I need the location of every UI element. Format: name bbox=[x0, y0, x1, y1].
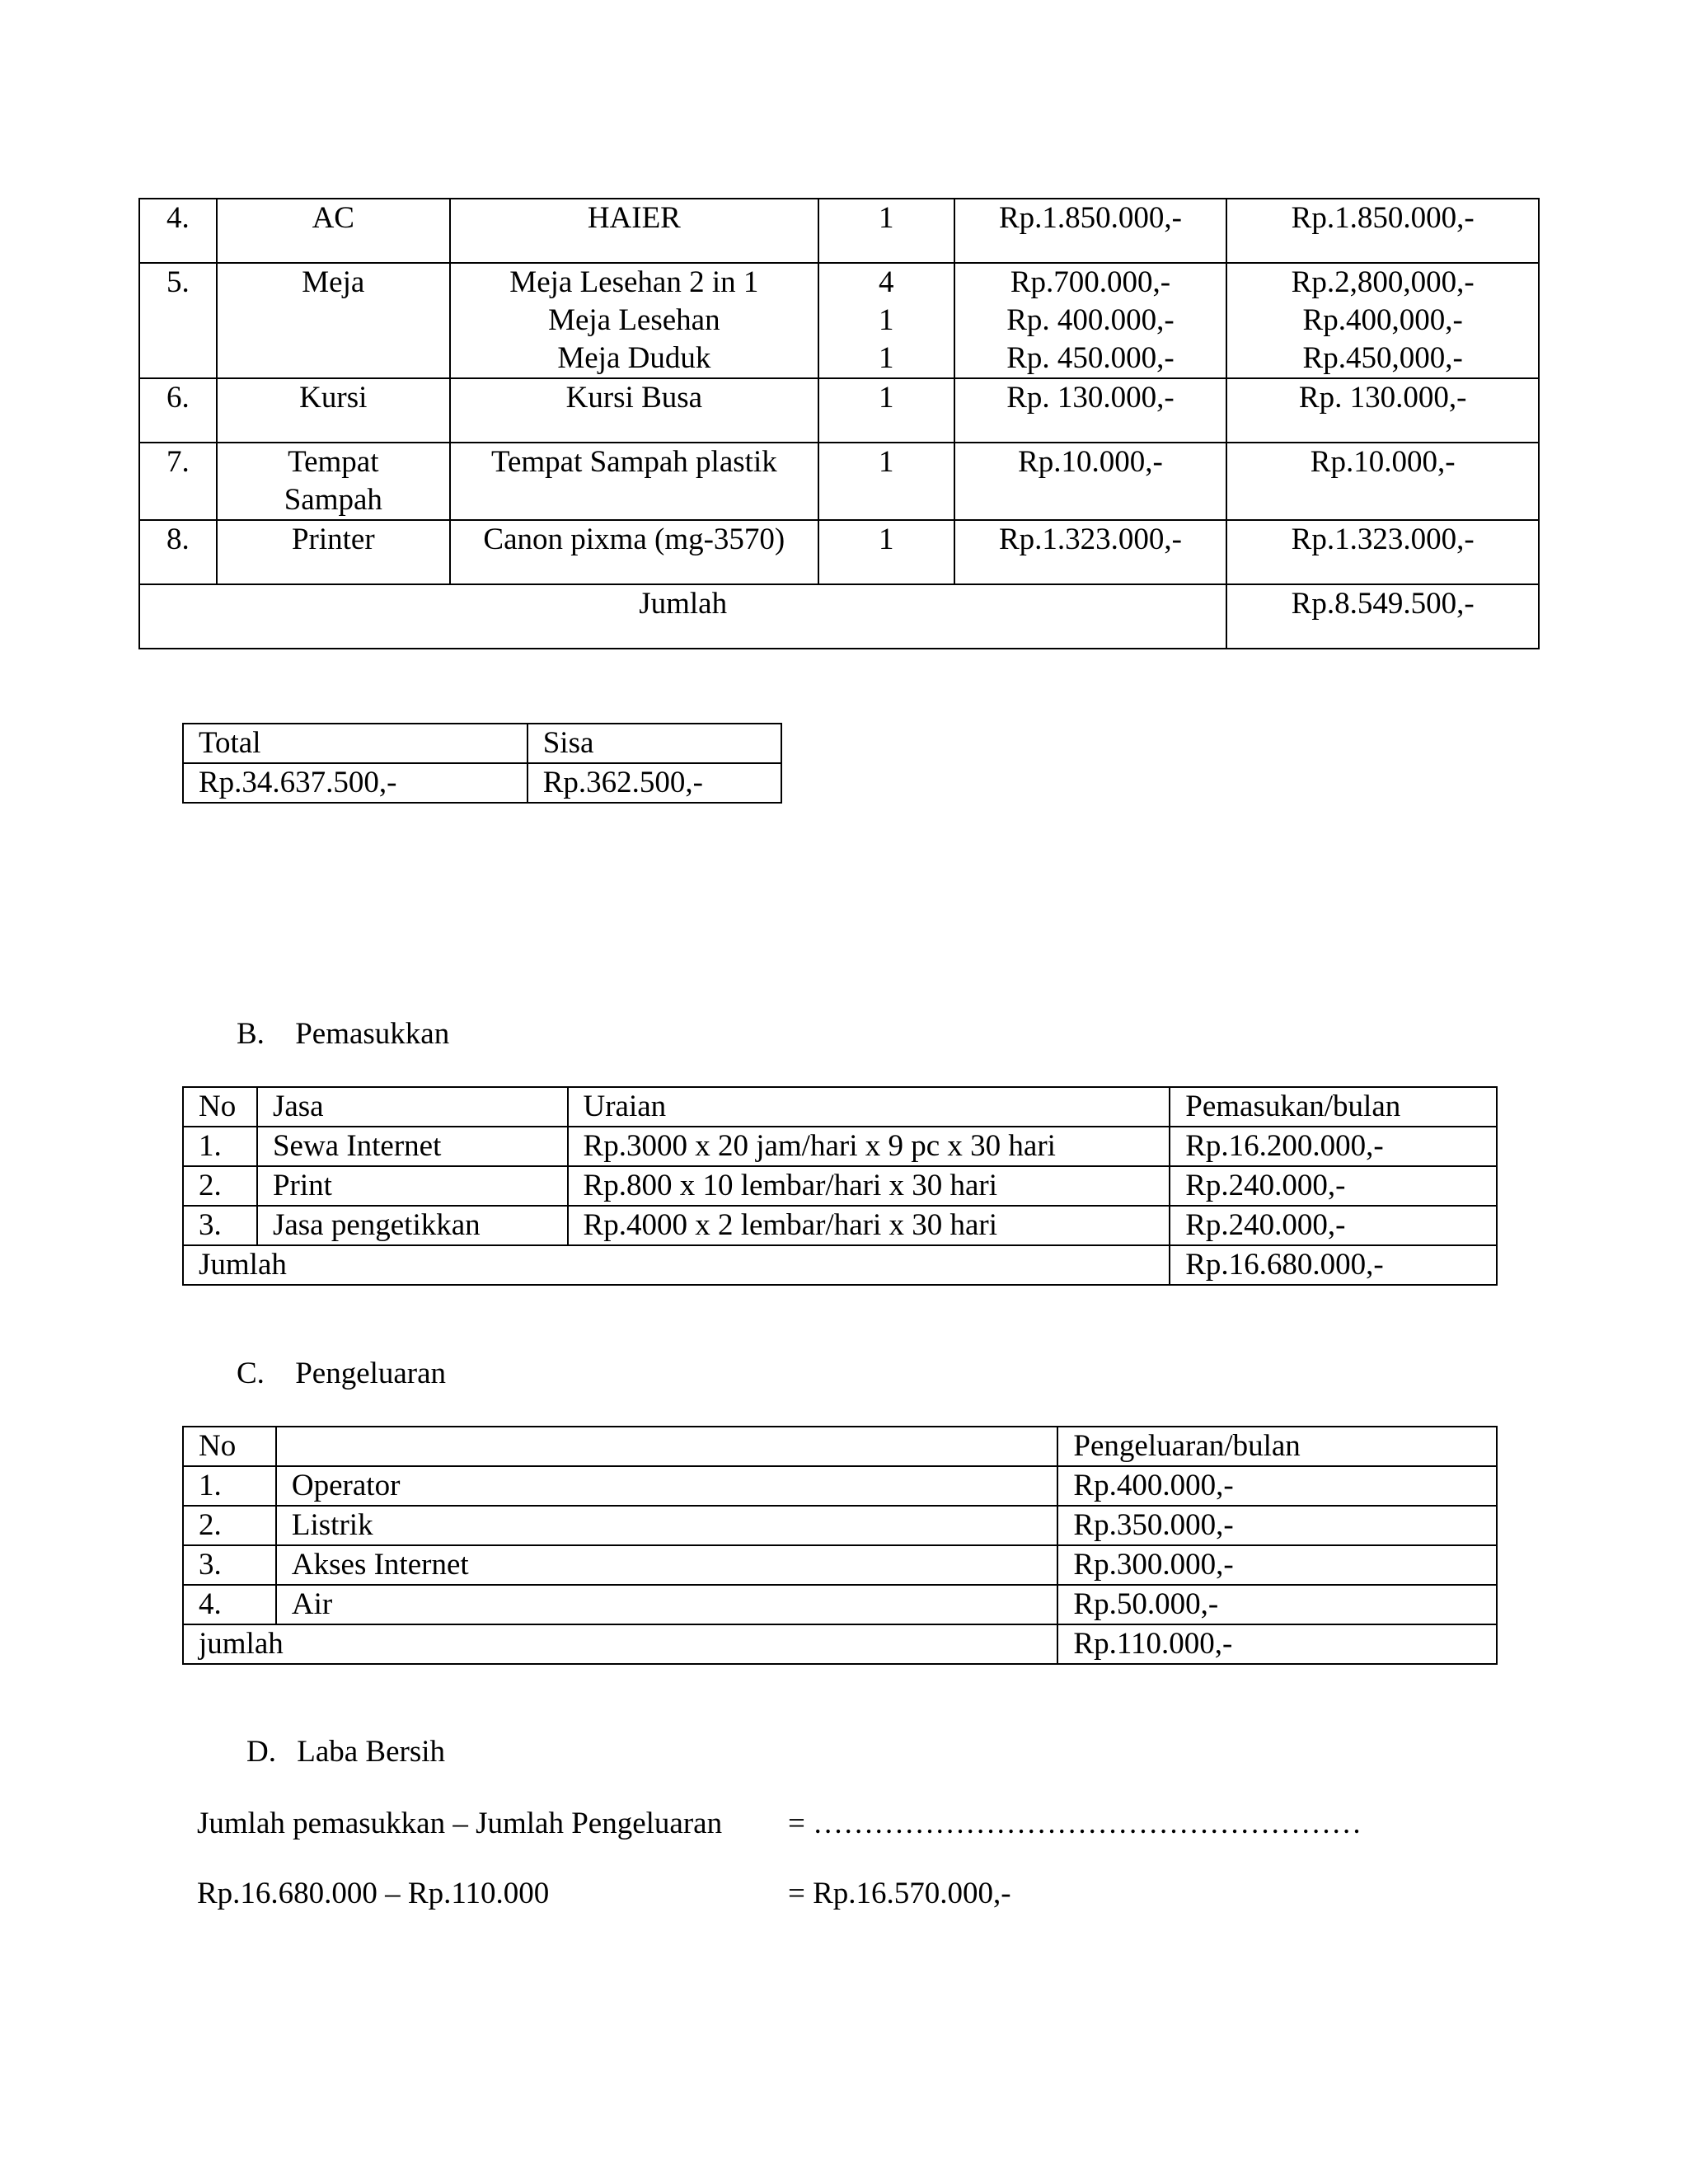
item-qty bbox=[818, 263, 954, 378]
summary-value-row bbox=[183, 763, 781, 803]
laba-formula-left: Jumlah pemasukkan – Jumlah Pengeluaran bbox=[197, 1807, 723, 1840]
item-spec-line: Meja Duduk bbox=[557, 341, 711, 375]
item-total bbox=[1226, 443, 1539, 520]
table-row bbox=[139, 443, 1539, 520]
table-cell: 3. bbox=[183, 1206, 257, 1245]
item-total-line: Rp.2,800,000,- bbox=[1291, 265, 1475, 299]
inventory-table bbox=[138, 198, 1540, 649]
item-name: AC bbox=[217, 199, 450, 263]
summary-header-row bbox=[183, 724, 781, 763]
table-cell: Rp.16.200.000,- bbox=[1170, 1127, 1497, 1166]
item-name: Kursi bbox=[217, 378, 450, 443]
table-row bbox=[139, 520, 1539, 584]
item-spec bbox=[450, 378, 818, 443]
table-cell: Rp.240.000,- bbox=[1170, 1206, 1497, 1245]
row-number: 7. bbox=[139, 443, 217, 520]
item-qty bbox=[818, 199, 954, 263]
item-spec-line: Tempat Sampah plastik bbox=[490, 445, 777, 479]
sum-label: Jumlah bbox=[183, 1245, 1170, 1285]
item-spec-line: HAIER bbox=[587, 201, 681, 235]
table-row bbox=[139, 199, 1539, 263]
item-price-line: Rp. 450.000,- bbox=[1006, 341, 1175, 375]
item-price bbox=[954, 263, 1227, 378]
column-header bbox=[276, 1427, 1058, 1466]
sum-value: Rp.8.549.500,- bbox=[1226, 584, 1539, 649]
table-cell: Rp.800 x 10 lembar/hari x 30 hari bbox=[568, 1166, 1170, 1206]
table-cell: Rp.4000 x 2 lembar/hari x 30 hari bbox=[568, 1206, 1170, 1245]
laba-calc-right: = Rp.16.570.000,- bbox=[788, 1877, 1011, 1910]
table-header-row bbox=[183, 1427, 1497, 1466]
table-cell: Rp.3000 x 20 jam/hari x 9 pc x 30 hari bbox=[568, 1127, 1170, 1166]
column-header: Jasa bbox=[257, 1087, 568, 1127]
item-price bbox=[954, 520, 1227, 584]
table-cell: Rp.400.000,- bbox=[1057, 1466, 1497, 1506]
item-name: Printer bbox=[217, 520, 450, 584]
item-price bbox=[954, 378, 1227, 443]
row-number: 5. bbox=[139, 263, 217, 378]
item-spec-line: Meja Lesehan 2 in 1 bbox=[509, 265, 759, 299]
column-header: No bbox=[183, 1087, 257, 1127]
item-qty-line: 1 bbox=[879, 303, 894, 337]
item-price-line: Rp. 130.000,- bbox=[1006, 381, 1175, 415]
item-total-line: Rp.450,000,- bbox=[1302, 341, 1463, 375]
table-cell: 3. bbox=[183, 1545, 276, 1585]
total-label: Total bbox=[183, 724, 528, 763]
table-cell: 1. bbox=[183, 1466, 276, 1506]
table-cell: 2. bbox=[183, 1166, 257, 1206]
item-total bbox=[1226, 520, 1539, 584]
sisa-value: Rp.362.500,- bbox=[528, 763, 781, 803]
item-total-line: Rp.1.323.000,- bbox=[1291, 523, 1475, 556]
table-row bbox=[139, 263, 1539, 378]
table-cell: Sewa Internet bbox=[257, 1127, 568, 1166]
total-value: Rp.34.637.500,- bbox=[183, 763, 528, 803]
item-price-line: Rp.1.850.000,- bbox=[998, 201, 1182, 235]
item-qty-line: 1 bbox=[879, 381, 894, 415]
table-cell: Akses Internet bbox=[276, 1545, 1058, 1585]
item-qty-line: 4 bbox=[879, 265, 894, 299]
item-spec-line: Canon pixma (mg-3570) bbox=[483, 523, 785, 556]
table-cell: 4. bbox=[183, 1585, 276, 1624]
table-cell: Jasa pengetikkan bbox=[257, 1206, 568, 1245]
section-d-heading bbox=[246, 1733, 445, 1771]
item-price-line: Rp.700.000,- bbox=[1010, 265, 1171, 299]
table-row bbox=[183, 1545, 1497, 1585]
item-total-line: Rp.10.000,- bbox=[1310, 445, 1456, 479]
sum-row bbox=[183, 1624, 1497, 1664]
table-row bbox=[183, 1206, 1497, 1245]
section-c-title: Pengeluaran bbox=[295, 1357, 447, 1390]
item-qty-line: 1 bbox=[879, 341, 894, 375]
item-total-line: Rp.400,000,- bbox=[1302, 303, 1463, 337]
item-spec bbox=[450, 263, 818, 378]
column-header: Uraian bbox=[568, 1087, 1170, 1127]
table-cell: Print bbox=[257, 1166, 568, 1206]
item-qty bbox=[818, 378, 954, 443]
item-price bbox=[954, 443, 1227, 520]
sisa-label: Sisa bbox=[528, 724, 781, 763]
table-header-row bbox=[183, 1087, 1497, 1127]
item-total bbox=[1226, 378, 1539, 443]
section-b-heading bbox=[237, 1015, 449, 1053]
item-qty bbox=[818, 520, 954, 584]
section-b-title: Pemasukkan bbox=[295, 1017, 450, 1051]
section-c-heading bbox=[237, 1355, 446, 1393]
sum-label: Jumlah bbox=[139, 584, 1226, 649]
sum-value: Rp.110.000,- bbox=[1057, 1624, 1497, 1664]
table-row bbox=[183, 1166, 1497, 1206]
item-spec bbox=[450, 443, 818, 520]
summary-table bbox=[182, 723, 782, 804]
item-total bbox=[1226, 199, 1539, 263]
sum-value: Rp.16.680.000,- bbox=[1170, 1245, 1497, 1285]
item-spec-line: Kursi Busa bbox=[565, 381, 703, 415]
pengeluaran-table bbox=[182, 1426, 1498, 1665]
table-row bbox=[183, 1127, 1497, 1166]
item-qty-line: 1 bbox=[879, 445, 894, 479]
item-qty-line: 1 bbox=[879, 201, 894, 235]
pemasukkan-table bbox=[182, 1086, 1498, 1286]
laba-formula-right: = ……………………………………………… bbox=[788, 1807, 1362, 1840]
table-cell: 2. bbox=[183, 1506, 276, 1545]
item-qty-line: 1 bbox=[879, 523, 894, 556]
section-d-title: Laba Bersih bbox=[297, 1735, 446, 1769]
section-b-letter: B. bbox=[237, 1017, 265, 1051]
item-spec bbox=[450, 199, 818, 263]
item-price-line: Rp. 400.000,- bbox=[1006, 303, 1175, 337]
item-total-line: Rp.1.850.000,- bbox=[1291, 201, 1475, 235]
item-price-line: Rp.1.323.000,- bbox=[998, 523, 1182, 556]
item-price bbox=[954, 199, 1227, 263]
column-header: Pengeluaran/bulan bbox=[1057, 1427, 1497, 1466]
table-cell: Rp.240.000,- bbox=[1170, 1166, 1497, 1206]
item-spec bbox=[450, 520, 818, 584]
section-c-letter: C. bbox=[237, 1357, 265, 1390]
row-number: 6. bbox=[139, 378, 217, 443]
table-row bbox=[183, 1506, 1497, 1545]
item-total-line: Rp. 130.000,- bbox=[1298, 381, 1467, 415]
row-number: 4. bbox=[139, 199, 217, 263]
table-cell: Operator bbox=[276, 1466, 1058, 1506]
column-header: No bbox=[183, 1427, 276, 1466]
item-name: Meja bbox=[217, 263, 450, 378]
table-cell: Rp.300.000,- bbox=[1057, 1545, 1497, 1585]
table-cell: Listrik bbox=[276, 1506, 1058, 1545]
table-row bbox=[183, 1585, 1497, 1624]
item-price-line: Rp.10.000,- bbox=[1018, 445, 1163, 479]
table-cell: Air bbox=[276, 1585, 1058, 1624]
table-cell: 1. bbox=[183, 1127, 257, 1166]
sum-row bbox=[139, 584, 1539, 649]
section-d-letter: D. bbox=[246, 1735, 276, 1769]
table-row bbox=[139, 378, 1539, 443]
table-cell: Rp.50.000,- bbox=[1057, 1585, 1497, 1624]
item-spec-line: Meja Lesehan bbox=[548, 303, 720, 337]
item-total bbox=[1226, 263, 1539, 378]
laba-calc-left: Rp.16.680.000 – Rp.110.000 bbox=[197, 1877, 550, 1910]
table-cell: Rp.350.000,- bbox=[1057, 1506, 1497, 1545]
row-number: 8. bbox=[139, 520, 217, 584]
item-qty bbox=[818, 443, 954, 520]
column-header: Pemasukan/bulan bbox=[1170, 1087, 1497, 1127]
sum-row bbox=[183, 1245, 1497, 1285]
sum-label: jumlah bbox=[183, 1624, 1057, 1664]
table-row bbox=[183, 1466, 1497, 1506]
item-name: Tempat Sampah bbox=[217, 443, 450, 520]
